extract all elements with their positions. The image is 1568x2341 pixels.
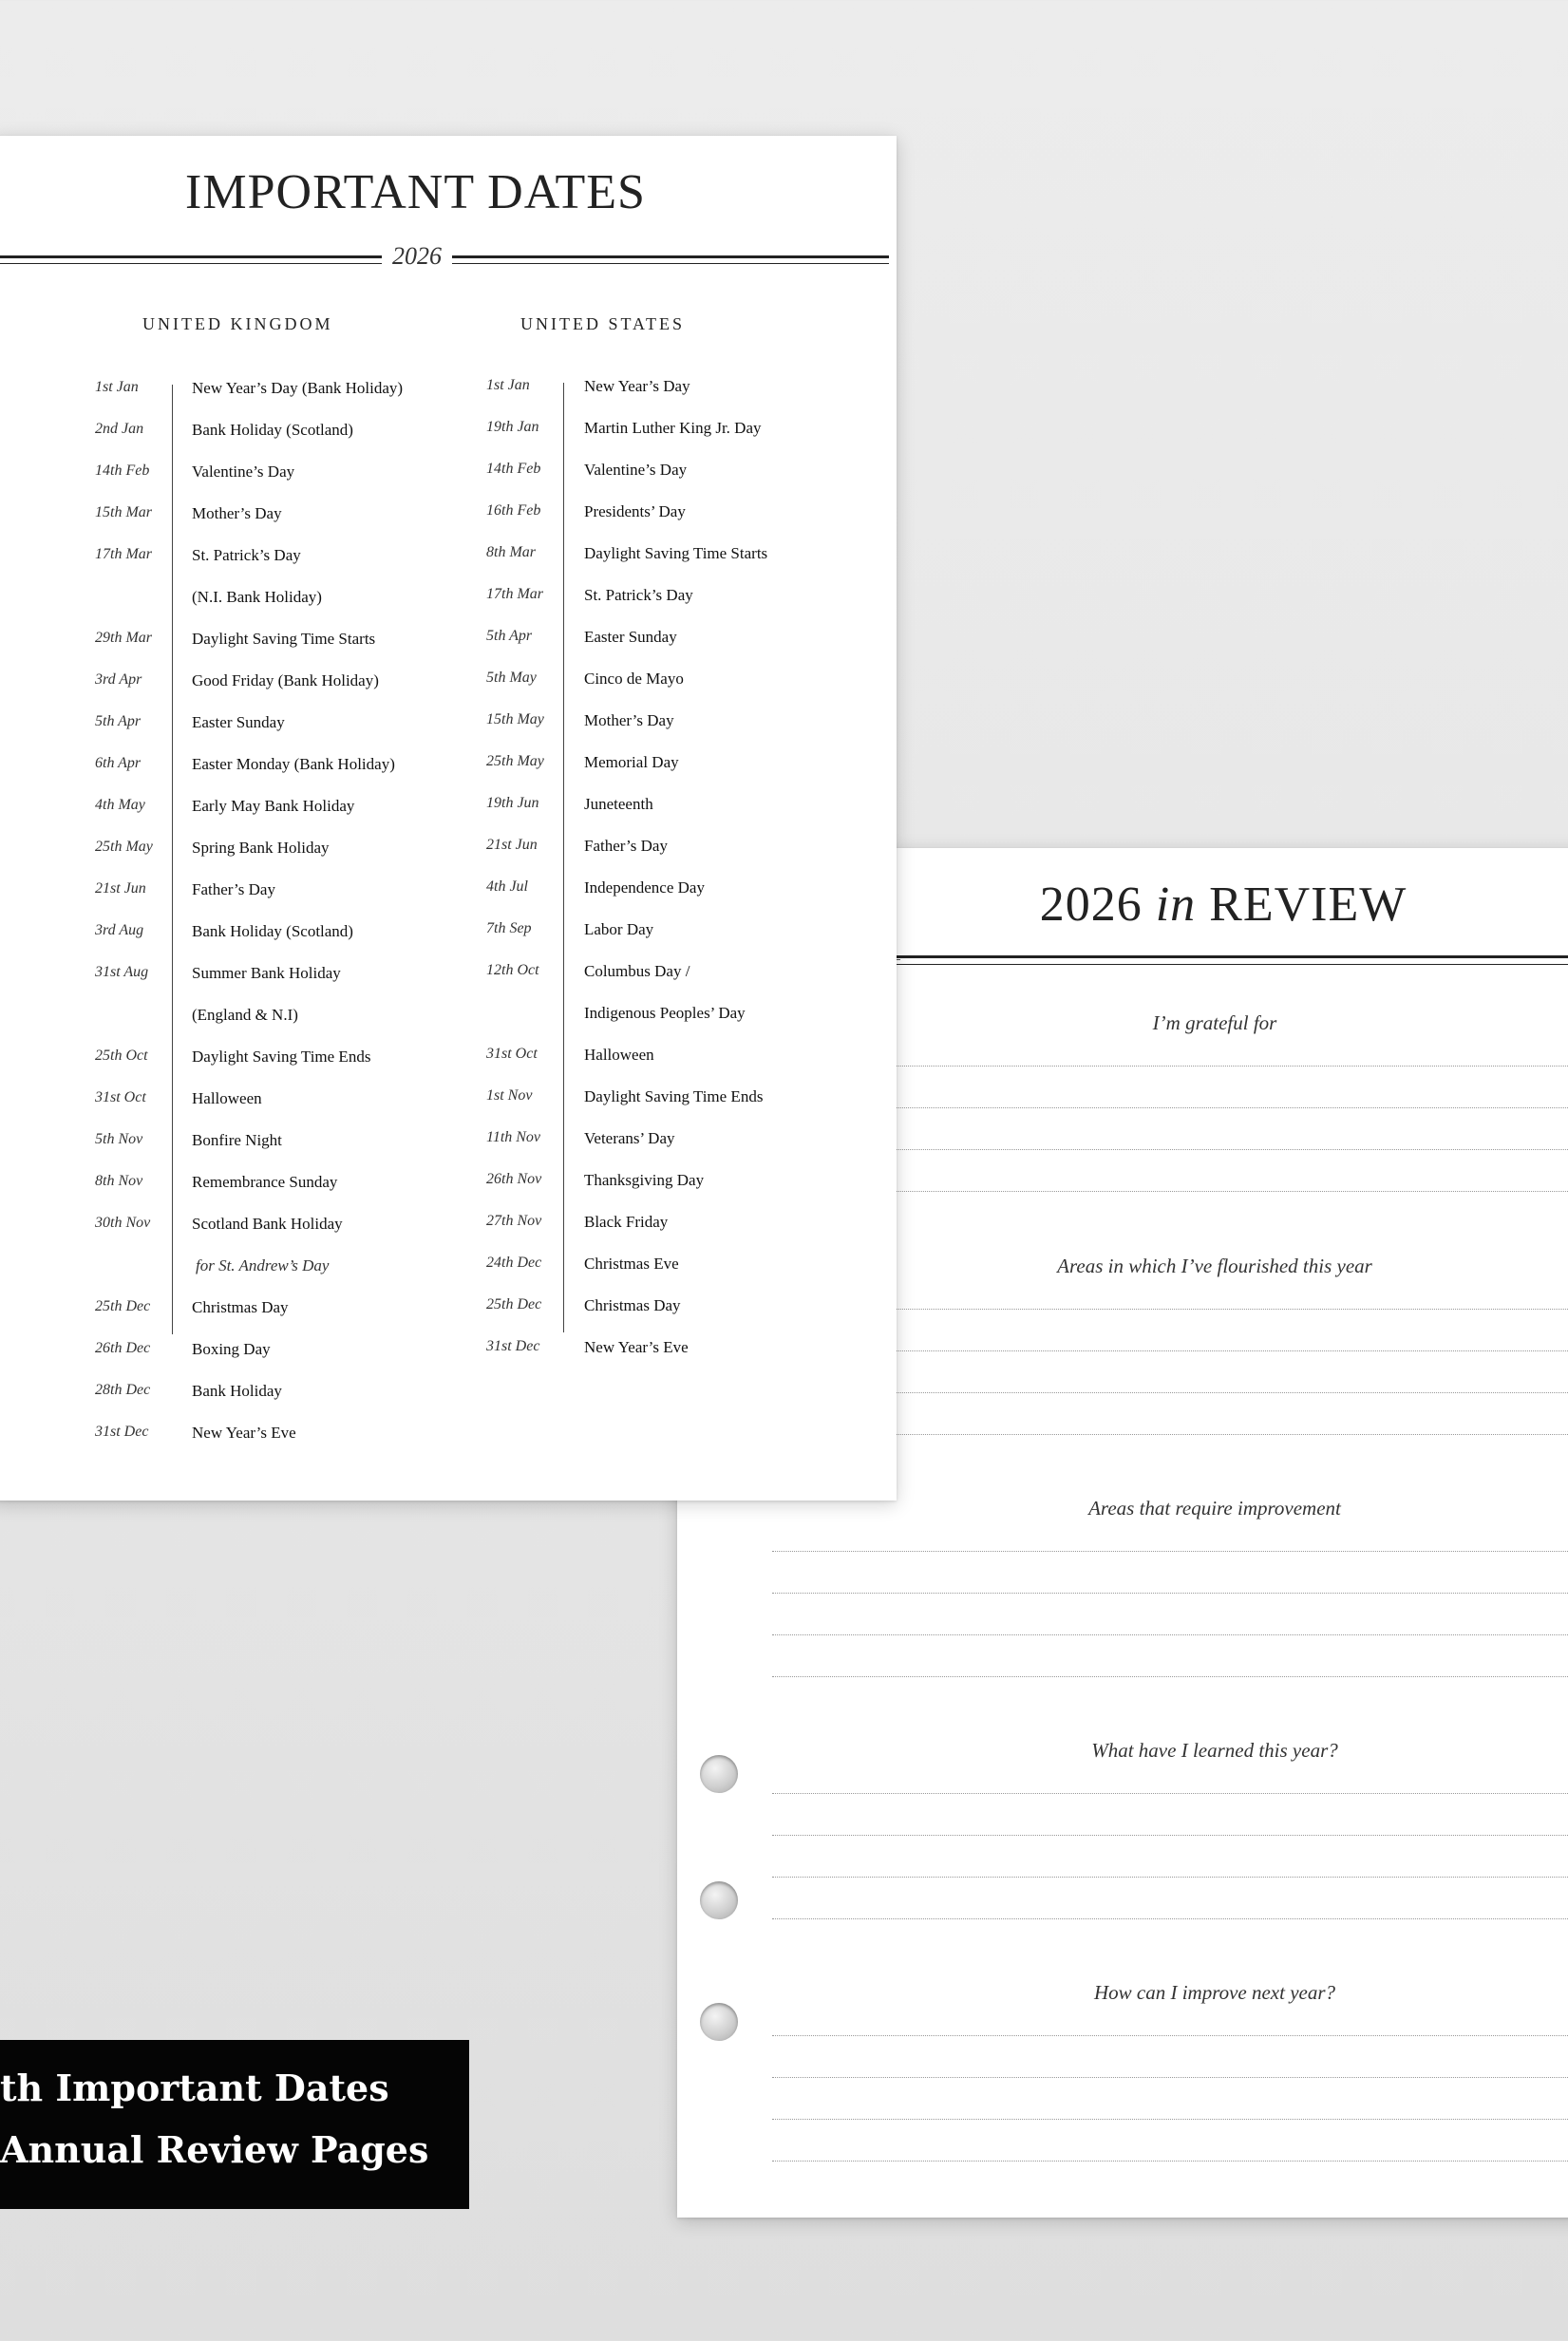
- entry-name: Father’s Day: [584, 837, 668, 855]
- entry-name: Daylight Saving Time Starts: [584, 544, 768, 562]
- entry-date: 15th May: [486, 711, 544, 727]
- entry-name: Easter Monday (Bank Holiday): [192, 755, 395, 773]
- entry-date: 25th May: [486, 753, 544, 769]
- entry-date: 25th Dec: [486, 1296, 542, 1312]
- entry-date: 15th Mar: [95, 504, 152, 520]
- entry-date: 8th Nov: [95, 1173, 143, 1189]
- writing-line[interactable]: [772, 2161, 1568, 2162]
- entry-name: Easter Sunday: [192, 713, 285, 731]
- promo-banner: [0, 2040, 469, 2209]
- entry-name: Indigenous Peoples’ Day: [584, 1004, 746, 1022]
- entry-date: 1st Jan: [95, 379, 139, 395]
- binder-hole-icon: [700, 2003, 738, 2041]
- entry-name: Daylight Saving Time Ends: [584, 1087, 764, 1105]
- entry-date: 21st Jun: [95, 880, 146, 897]
- entry-date: 14th Feb: [486, 461, 541, 477]
- entry-name: St. Patrick’s Day: [584, 586, 693, 604]
- important-dates-page: [0, 136, 897, 1501]
- entry-date: 25th Dec: [95, 1298, 151, 1314]
- entry-name: Halloween: [192, 1089, 262, 1107]
- entry-name: for St. Andrew’s Day: [196, 1256, 330, 1274]
- entry-date: 19th Jun: [486, 795, 539, 811]
- title-rule-left: [0, 255, 382, 258]
- us-heading: UNITED STATES: [520, 314, 686, 333]
- entry-name: Columbus Day /: [584, 962, 690, 980]
- entry-name: Summer Bank Holiday: [192, 964, 341, 982]
- banner-line-2: Annual Review Pages: [0, 2128, 429, 2171]
- entry-date: 3rd Aug: [95, 922, 144, 938]
- title-rule-thick: [896, 955, 1568, 958]
- entry-date: 25th May: [95, 839, 153, 855]
- entry-name: Veterans’ Day: [584, 1129, 675, 1147]
- dates-year: 2026: [392, 242, 442, 270]
- entry-date: 1st Nov: [486, 1087, 533, 1104]
- entry-name: Boxing Day: [192, 1340, 271, 1358]
- entry-date: 29th Mar: [95, 630, 152, 646]
- entry-date: 5th Apr: [95, 713, 142, 729]
- entry-name: New Year’s Eve: [192, 1424, 296, 1442]
- review-prompt: I’m grateful for: [1152, 1011, 1277, 1034]
- entry-name: Presidents’ Day: [584, 502, 686, 520]
- entry-date: 24th Dec: [486, 1255, 542, 1271]
- entry-date: 8th Mar: [486, 544, 536, 560]
- binder-hole-icon: [700, 1755, 738, 1793]
- entry-name: Cinco de Mayo: [584, 670, 684, 688]
- uk-divider: [172, 385, 173, 1334]
- entry-date: 12th Oct: [486, 962, 539, 978]
- writing-line[interactable]: [772, 2077, 1568, 2078]
- entry-name: Black Friday: [584, 1213, 669, 1231]
- entry-name: Good Friday (Bank Holiday): [192, 671, 379, 689]
- entry-name: Daylight Saving Time Ends: [192, 1048, 371, 1066]
- entry-date: 31st Oct: [486, 1046, 538, 1062]
- entry-date: 19th Jan: [486, 419, 539, 435]
- entry-name: Bank Holiday (Scotland): [192, 421, 353, 439]
- writing-line[interactable]: [772, 1634, 1568, 1635]
- entry-date: 17th Mar: [486, 586, 543, 602]
- entry-name: (England & N.I): [192, 1006, 298, 1024]
- dates-title: IMPORTANT DATES: [185, 165, 646, 219]
- entry-name: Mother’s Day: [584, 711, 674, 729]
- entry-date: 4th Jul: [486, 878, 528, 895]
- entry-name: Juneteenth: [584, 795, 653, 813]
- binder-hole-icon: [700, 1881, 738, 1919]
- entry-name: Early May Bank Holiday: [192, 797, 355, 815]
- entry-name: Independence Day: [584, 878, 705, 897]
- entry-name: Remembrance Sunday: [192, 1173, 338, 1191]
- review-title: 2026 in REVIEW: [1039, 878, 1407, 932]
- title-rule-right-thin: [452, 263, 889, 264]
- entry-date: 31st Dec: [95, 1424, 149, 1440]
- entry-date: 6th Apr: [95, 755, 142, 771]
- writing-line[interactable]: [772, 1918, 1568, 1919]
- banner-line-1: th Important Dates: [0, 2067, 389, 2109]
- entry-date: 5th Apr: [486, 628, 533, 644]
- entry-date: 26th Dec: [95, 1340, 151, 1356]
- writing-line[interactable]: [772, 1551, 1568, 1552]
- entry-date: 1st Jan: [486, 377, 530, 393]
- entry-name: Daylight Saving Time Starts: [192, 630, 376, 648]
- entry-name: Father’s Day: [192, 880, 275, 898]
- review-prompt: Areas in which I’ve flourished this year: [1057, 1255, 1372, 1277]
- writing-line[interactable]: [772, 1835, 1568, 1836]
- entry-date: 31st Oct: [95, 1089, 146, 1105]
- entry-date: 17th Mar: [95, 546, 152, 562]
- entry-date: 16th Feb: [486, 502, 541, 519]
- writing-line[interactable]: [772, 1793, 1568, 1794]
- title-rule-thin: [896, 964, 1568, 965]
- review-prompt: Areas that require improvement: [1088, 1497, 1341, 1520]
- entry-name: Christmas Day: [584, 1296, 681, 1314]
- entry-name: Christmas Eve: [584, 1255, 679, 1273]
- entry-date: 2nd Jan: [95, 421, 144, 437]
- entry-name: Christmas Day: [192, 1298, 289, 1316]
- entry-name: Labor Day: [584, 920, 654, 938]
- entry-date: 21st Jun: [486, 837, 538, 853]
- entry-name: Bonfire Night: [192, 1131, 282, 1149]
- entry-date: 28th Dec: [95, 1382, 151, 1398]
- entry-name: Spring Bank Holiday: [192, 839, 330, 857]
- writing-line[interactable]: [772, 2119, 1568, 2120]
- entry-name: St. Patrick’s Day: [192, 546, 301, 564]
- entry-name: Halloween: [584, 1046, 654, 1064]
- entry-name: Thanksgiving Day: [584, 1171, 705, 1189]
- entry-name: Mother’s Day: [192, 504, 282, 522]
- entry-name: Scotland Bank Holiday: [192, 1215, 343, 1233]
- entry-date: 5th May: [486, 670, 537, 686]
- title-rule-left-thin: [0, 263, 382, 264]
- entry-date: 14th Feb: [95, 463, 150, 479]
- entry-date: 25th Oct: [95, 1048, 148, 1064]
- entry-date: 4th May: [95, 797, 145, 813]
- writing-line[interactable]: [772, 1676, 1568, 1677]
- entry-name: Bank Holiday: [192, 1382, 282, 1400]
- entry-date: 3rd Apr: [95, 671, 142, 688]
- entry-name: Bank Holiday (Scotland): [192, 922, 353, 940]
- entry-date: 26th Nov: [486, 1171, 542, 1187]
- entry-date: 11th Nov: [486, 1129, 541, 1145]
- entry-name: Valentine’s Day: [192, 463, 295, 481]
- us-divider: [563, 383, 564, 1332]
- uk-heading: UNITED KINGDOM: [142, 314, 333, 333]
- entry-date: 31st Aug: [95, 964, 149, 980]
- entry-date: 31st Dec: [486, 1338, 540, 1354]
- entry-name: Memorial Day: [584, 753, 679, 771]
- title-rule-right: [452, 255, 889, 258]
- writing-line[interactable]: [772, 1877, 1568, 1878]
- entry-name: New Year’s Day: [584, 377, 690, 395]
- entry-date: 7th Sep: [486, 920, 532, 936]
- review-prompt: How can I improve next year?: [1093, 1981, 1336, 2004]
- entry-date: 5th Nov: [95, 1131, 143, 1147]
- entry-name: Easter Sunday: [584, 628, 677, 646]
- review-prompt: What have I learned this year?: [1091, 1739, 1338, 1762]
- writing-line[interactable]: [772, 2035, 1568, 2036]
- entry-date: 30th Nov: [95, 1215, 151, 1231]
- writing-line[interactable]: [772, 1593, 1568, 1594]
- entry-date: 27th Nov: [486, 1213, 542, 1229]
- entry-name: New Year’s Day (Bank Holiday): [192, 379, 404, 397]
- entry-name: New Year’s Eve: [584, 1338, 689, 1356]
- entry-name: Valentine’s Day: [584, 461, 688, 479]
- entry-name: Martin Luther King Jr. Day: [584, 419, 762, 437]
- entry-name: (N.I. Bank Holiday): [192, 588, 322, 606]
